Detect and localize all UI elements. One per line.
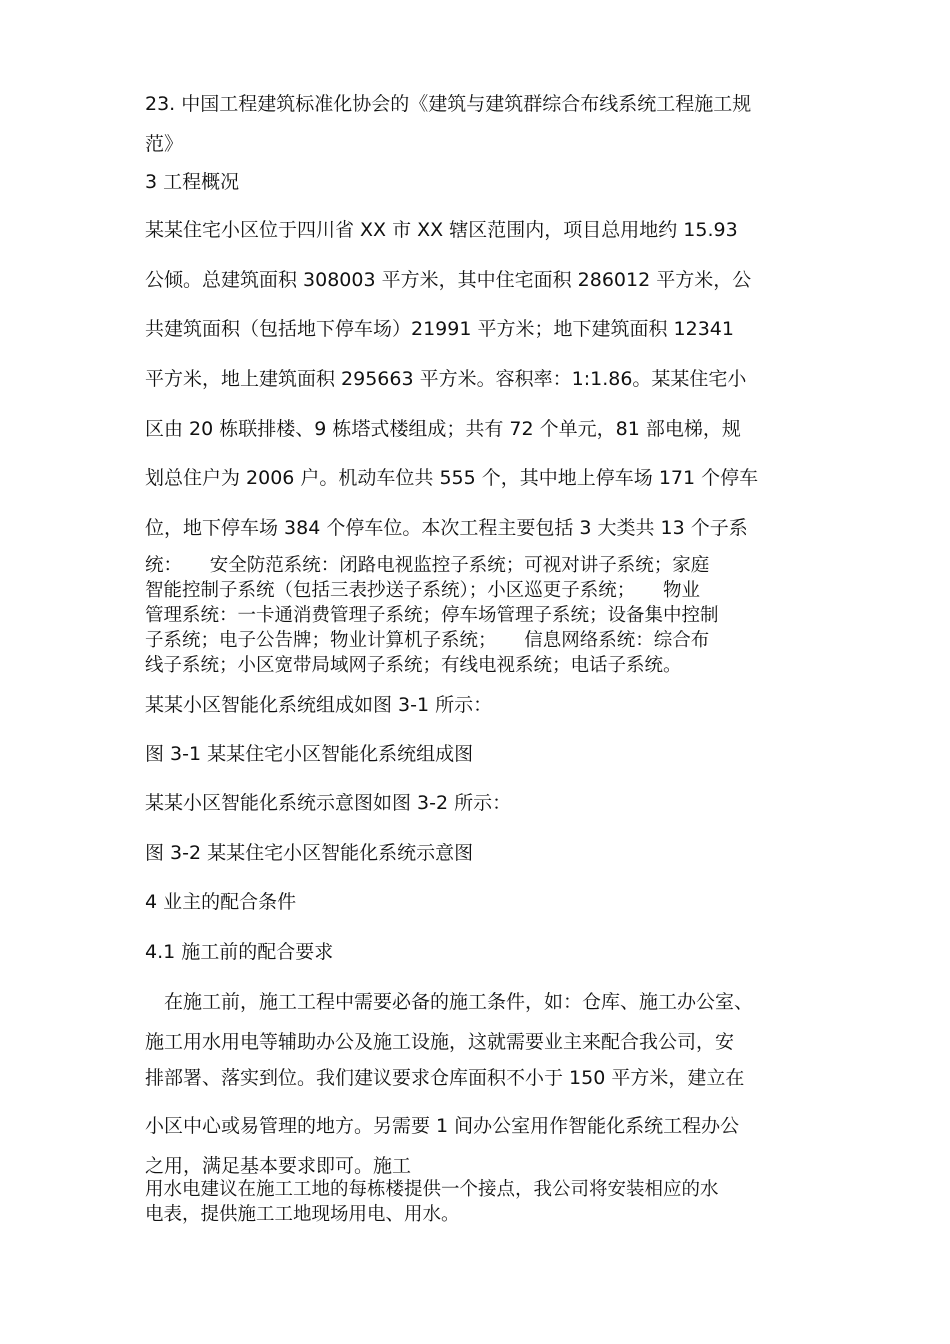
owner-cooperation-paragraph-line: 电表，提供施工工地现场用电、用水。	[145, 1204, 460, 1225]
section-heading-3: 3 工程概况	[145, 171, 240, 193]
subsystem-list-line: 智能控制子系统（包括三表抄送子系统）；小区巡更子系统； 物业	[145, 580, 701, 601]
overview-paragraph-line: 划总住户为 2006 户。机动车位共 555 个，其中地上停车场 171 个停车	[145, 467, 759, 489]
section-heading-4: 4 业主的配合条件	[145, 891, 297, 913]
overview-paragraph-line: 共建筑面积（包括地下停车场）21991 平方米；地下建筑面积 12341	[145, 318, 734, 340]
figure-3-1-caption: 图 3-1 某某住宅小区智能化系统组成图	[145, 743, 474, 765]
owner-cooperation-paragraph-line: 小区中心或易管理的地方。另需要 1 间办公室用作智能化系统工程办公	[145, 1115, 740, 1137]
subsystem-list-line: 子系统；电子公告牌；物业计算机子系统； 信息网络系统：综合布	[145, 630, 710, 651]
subsystem-list-line: 线子系统；小区宽带局域网子系统；有线电视系统；电话子系统。	[145, 655, 682, 676]
subsystem-list-line: 管理系统：一卡通消费管理子系统；停车场管理子系统；设备集中控制	[145, 605, 719, 626]
overview-paragraph-line: 区由 20 栋联排楼、9 栋塔式楼组成；共有 72 个单元，81 部电梯，规	[145, 418, 741, 440]
overview-paragraph-line: 平方米，地上建筑面积 295663 平方米。容积率：1:1.86。某某住宅小	[145, 368, 747, 390]
figure-3-2-caption: 图 3-2 某某住宅小区智能化系统示意图	[145, 842, 474, 864]
overview-paragraph-line: 公倾。总建筑面积 308003 平方米，其中住宅面积 286012 平方米，公	[145, 269, 752, 291]
subsection-heading-4-1: 4.1 施工前的配合要求	[145, 941, 334, 963]
reference-item-23-line-2: 范》	[145, 133, 184, 155]
owner-cooperation-paragraph-line: 施工用水用电等辅助办公及施工设施，这就需要业主来配合我公司，安	[145, 1031, 735, 1053]
owner-cooperation-paragraph-line: 在施工前，施工工程中需要必备的施工条件，如：仓库、施工办公室、	[145, 991, 754, 1013]
overview-paragraph-line: 位，地下停车场 384 个停车位。本次工程主要包括 3 大类共 13 个子系	[145, 517, 748, 539]
owner-cooperation-paragraph-line: 用水电建议在施工工地的每栋楼提供一个接点，我公司将安装相应的水	[145, 1179, 719, 1200]
owner-cooperation-paragraph-line: 之用，满足基本要求即可。施工	[145, 1155, 412, 1177]
figure-3-1-intro: 某某小区智能化系统组成如图 3-1 所示：	[145, 694, 493, 716]
figure-3-2-intro: 某某小区智能化系统示意图如图 3-2 所示：	[145, 792, 512, 814]
subsystem-list-line: 统： 安全防范系统：闭路电视监控子系统；可视对讲子系统；家庭	[145, 555, 710, 576]
reference-item-23-line-1: 23. 中国工程建筑标准化协会的《建筑与建筑群综合布线系统工程施工规	[145, 93, 752, 115]
overview-paragraph-line: 某某住宅小区位于四川省 XX 市 XX 辖区范围内，项目总用地约 15.93	[145, 219, 738, 241]
owner-cooperation-paragraph-line: 排部署、落实到位。我们建议要求仓库面积不小于 150 平方米，建立在	[145, 1067, 745, 1089]
